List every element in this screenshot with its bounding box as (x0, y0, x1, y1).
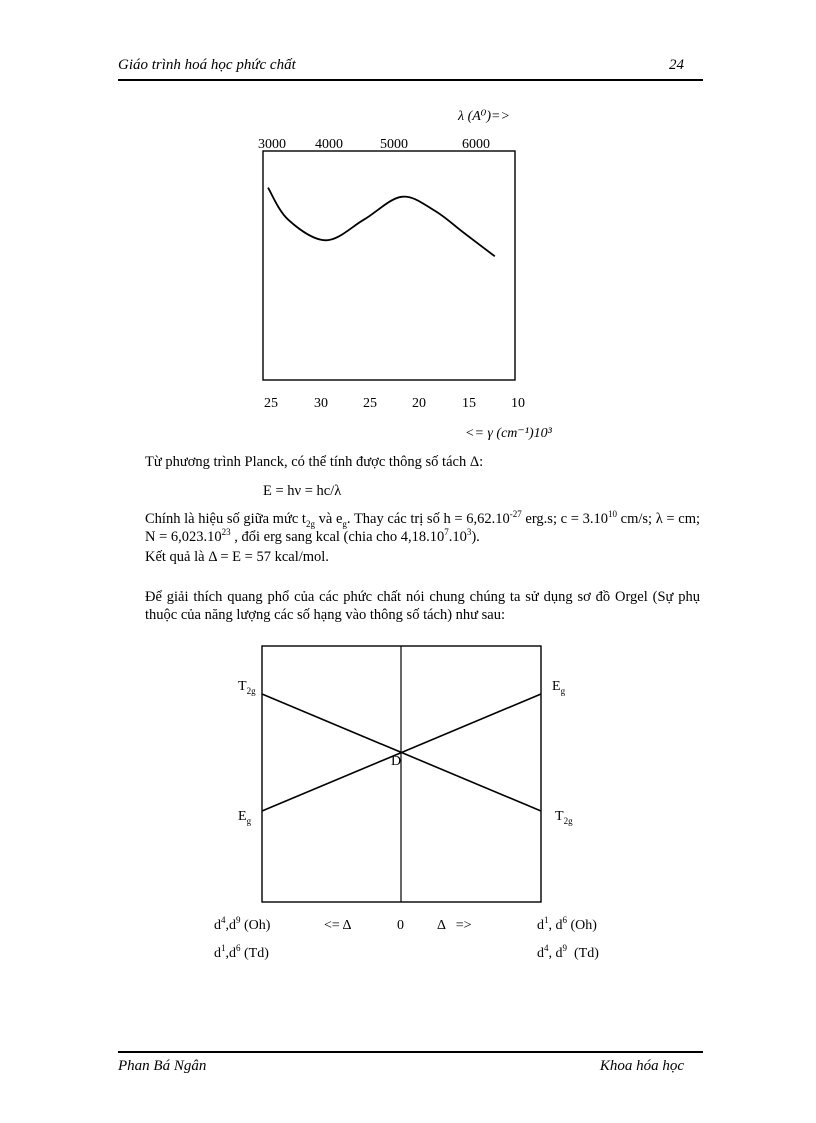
bottom-tick-1: 30 (314, 396, 328, 411)
header-title: Giáo trình hoá học phức chất (118, 57, 296, 73)
bottom-tick-5: 10 (511, 396, 525, 411)
bottom-tick-4: 15 (462, 396, 476, 411)
oh-right-label: $d^1$, $d^6$ (Oh) (537, 915, 597, 933)
bottom-tick-labels (264, 396, 525, 411)
label-eg-right: $E_g$ (552, 679, 566, 696)
label-t2g-left: $T_{2g}$ (238, 679, 256, 696)
calculation-paragraph: Chính là hiệu số giữa mức $t_{2g}$ và $e_g$. Thay các trị số $h = 6,62.10^{-27}$ erg.s; $c = 3.10^{10}$ cm/s; λ = cm; $N = 6,023.10^{23}$ , đổi erg sang kcal (chia cho $4,18.10^7.10^3$). (145, 509, 700, 545)
bottom-tick-3: 20 (412, 396, 426, 411)
top-axis-label: λ (A⁰)=> (458, 109, 510, 124)
footer-author: Phan Bá Ngân (118, 1058, 207, 1074)
page-footer (118, 1058, 684, 1080)
bottom-tick-0: 25 (264, 396, 278, 411)
label-center-d: D (391, 754, 402, 769)
label-eg-left: $E_g$ (238, 809, 252, 826)
footer-department: Khoa hóa học (599, 1058, 684, 1074)
zero-label: 0 (397, 918, 404, 933)
td-right-label: $d^4$, $d^9$ (Td) (537, 943, 599, 961)
top-tick-6000: 6000 (462, 137, 490, 152)
top-tick-5000: 5000 (380, 137, 408, 152)
bottom-axis-label: <= γ (cm⁻¹)10³ (465, 426, 552, 441)
planck-sentence: Từ phương trình Planck, có thể tính được thông số tách Δ: (145, 454, 484, 470)
oh-left-label: $d^4,d^9$ (Oh) (214, 915, 271, 933)
header-rule (118, 79, 703, 81)
top-tick-4000: 4000 (315, 137, 343, 152)
planck-equation: E = hν = hc/λ (263, 483, 342, 499)
orgel-intro: Để giải thích quang phổ của các phức chất nói chung chúng ta sử dụng sơ đồ Orgel (Sự phụ thuộc của năng lượng các số hạng vào thông số tách) như sau: (145, 589, 700, 623)
series-absorption (268, 188, 495, 257)
page-header (118, 57, 684, 79)
label-t2g-right: $T_{2g}$ (555, 809, 573, 826)
orgel-diagram (0, 640, 816, 970)
top-tick-labels (258, 137, 490, 152)
delta-right-arrow: Δ => (437, 918, 472, 933)
top-tick-3000: 3000 (258, 137, 286, 152)
page-number: 24 (669, 57, 684, 73)
plot-frame (263, 151, 515, 380)
spectrum-chart (0, 100, 816, 550)
footer-rule (118, 1051, 703, 1053)
delta-left-arrow: <= Δ (324, 918, 352, 933)
td-left-label: $d^1,d^6$ (Td) (214, 943, 269, 961)
result-line: Kết quả là Δ = E = 57 kcal/mol. (145, 549, 329, 565)
bottom-tick-2: 25 (363, 396, 377, 411)
